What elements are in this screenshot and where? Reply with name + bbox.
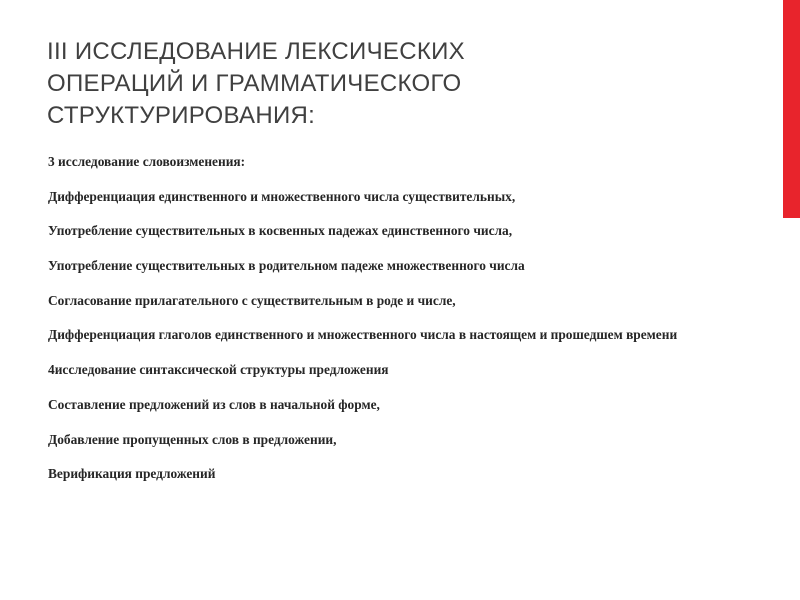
list-item-heading: 3 исследование словоизменения: xyxy=(48,154,246,169)
list-item: Согласование прилагательного с существительным в роде и числе, xyxy=(48,292,456,308)
list-item-heading: 4исследование синтаксической структуры предложения xyxy=(48,362,389,378)
list-item: Дифференциация единственного и множественного числа существительных, xyxy=(48,188,516,204)
list-item: Употребление существительных в косвенных падежах единственного числа, xyxy=(48,223,513,239)
list-item: Составление предложений из слов в начальной форме, xyxy=(48,396,380,412)
list-item: Верификация предложений xyxy=(48,466,216,482)
slide-title-line: III ИССЛЕДОВАНИЕ ЛЕКСИЧЕСКИХ xyxy=(47,38,465,65)
slide-title-line: ОПЕРАЦИЙ И ГРАММАТИЧЕСКОГО xyxy=(47,70,462,97)
content-list xyxy=(48,153,738,500)
list-item: Дифференциация глаголов единственного и множественного числа в настоящем и прошедшем времени xyxy=(48,327,678,343)
accent-bar xyxy=(783,0,800,218)
list-item: Употребление существительных в родительном падеже множественного числа xyxy=(48,258,525,274)
slide-title xyxy=(47,36,747,132)
list-item: Добавление пропущенных слов в предложении, xyxy=(48,431,337,447)
slide-title-line: СТРУКТУРИРОВАНИЯ: xyxy=(47,102,316,129)
